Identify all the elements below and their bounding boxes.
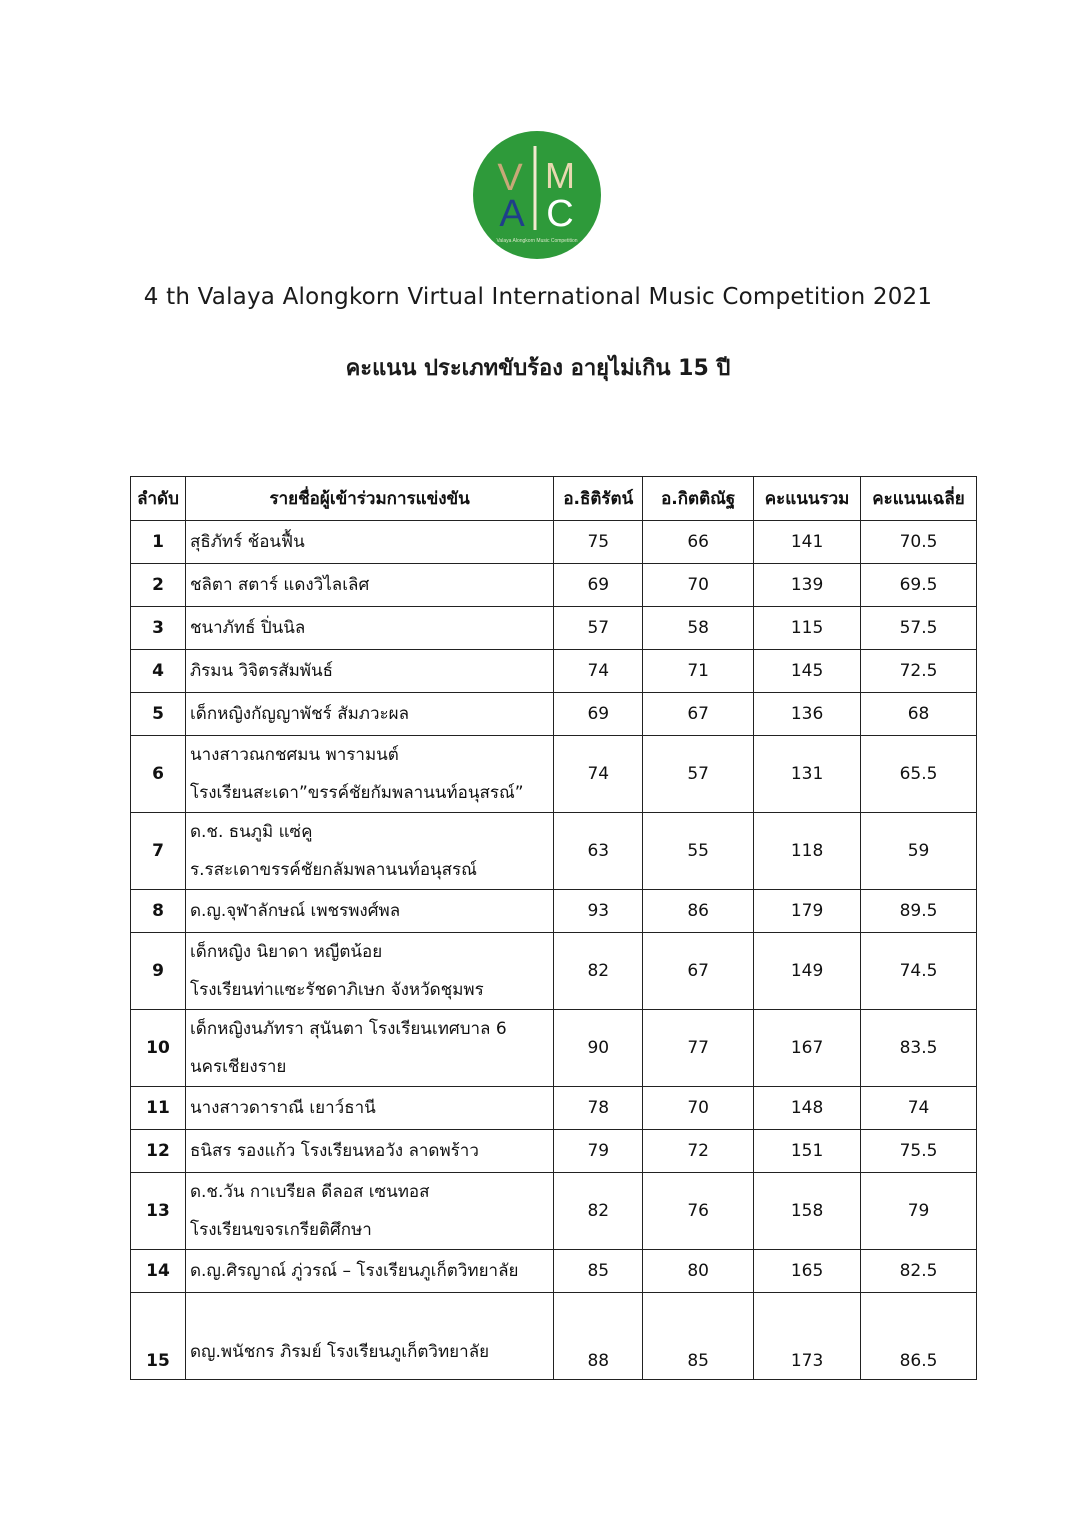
table-row — [131, 1010, 977, 1087]
table-row — [131, 890, 977, 933]
participant-name: ด.ช. ธนภูมิ แซ่คู — [189, 822, 313, 842]
participant-name: เด็กหญิงนภัทรา สุนันตา โรงเรียนเทศบาล 6 — [189, 1019, 507, 1039]
total-score-cell: 136 — [754, 693, 861, 736]
vmac-logo — [472, 130, 602, 260]
average-score-cell: 83.5 — [861, 1010, 977, 1087]
logo-letter-c: C — [546, 193, 574, 235]
participant-name-cell — [185, 1010, 553, 1087]
rank-cell: 11 — [131, 1087, 186, 1130]
judge-2-score-cell: 80 — [643, 1250, 754, 1293]
table-row — [131, 1250, 977, 1293]
rank-cell: 6 — [131, 736, 186, 813]
page-title: 4 th Valaya Alongkorn Virtual International Music Competition 2021 — [143, 284, 933, 310]
rank-cell: 15 — [131, 1293, 186, 1380]
total-score-cell: 165 — [754, 1250, 861, 1293]
judge-1-score-cell: 74 — [554, 650, 643, 693]
judge-2-score-cell: 70 — [643, 564, 754, 607]
table-row — [131, 521, 977, 564]
header-judge-1: อ.ธิติรัตน์ — [554, 477, 643, 521]
rank-cell: 5 — [131, 693, 186, 736]
judge-1-score-cell: 82 — [554, 1173, 643, 1250]
judge-1-score-cell: 90 — [554, 1010, 643, 1087]
participant-name-cell — [185, 736, 553, 813]
table-row — [131, 736, 977, 813]
logo-letter-m: M — [545, 155, 575, 196]
average-score-cell: 72.5 — [861, 650, 977, 693]
total-score-cell: 131 — [754, 736, 861, 813]
participant-name: ภิรมน วิจิตรสัมพันธ์ — [189, 661, 333, 681]
judge-1-score-cell: 85 — [554, 1250, 643, 1293]
rank-cell: 12 — [131, 1130, 186, 1173]
total-score-cell: 151 — [754, 1130, 861, 1173]
participant-name-cell — [185, 607, 553, 650]
average-score-cell: 89.5 — [861, 890, 977, 933]
judge-2-score-cell: 77 — [643, 1010, 754, 1087]
judge-1-score-cell: 79 — [554, 1130, 643, 1173]
participant-school: โรงเรียนท่าแซะรัชดาภิเษก จังหวัดชุมพร — [189, 980, 484, 1000]
total-score-cell: 149 — [754, 933, 861, 1010]
total-score-cell: 173 — [754, 1293, 861, 1380]
participant-name-cell — [185, 1087, 553, 1130]
total-score-cell: 118 — [754, 813, 861, 890]
judge-2-score-cell: 67 — [643, 693, 754, 736]
judge-1-score-cell: 63 — [554, 813, 643, 890]
participant-name-cell — [185, 521, 553, 564]
judge-2-score-cell: 57 — [643, 736, 754, 813]
judge-2-score-cell: 67 — [643, 933, 754, 1010]
average-score-cell: 74.5 — [861, 933, 977, 1010]
participant-name: เด็กหญิงกัญญาพัชร์ สัมภวะผล — [189, 704, 410, 724]
participant-name: ด.ญ.จุฬาลักษณ์ เพชรพงศ์พล — [189, 901, 401, 921]
table-row — [131, 1293, 977, 1380]
header-average: คะแนนเฉลี่ย — [861, 477, 977, 521]
average-score-cell: 75.5 — [861, 1130, 977, 1173]
judge-1-score-cell: 69 — [554, 564, 643, 607]
judge-2-score-cell: 70 — [643, 1087, 754, 1130]
participant-school: โรงเรียนขจรเกรียติศึกษา — [189, 1220, 372, 1240]
participant-school: นครเชียงราย — [189, 1057, 287, 1077]
participant-name: ด.ช.วัน กาเบรียล ดีลอส เซนทอส — [189, 1182, 430, 1202]
logo-letter-v: V — [497, 157, 523, 199]
judge-2-score-cell: 58 — [643, 607, 754, 650]
judge-2-score-cell: 72 — [643, 1130, 754, 1173]
table-row — [131, 813, 977, 890]
page-subtitle: คะแนน ประเภทขับร้อง อายุไม่เกิน 15 ปี — [345, 356, 731, 381]
participant-name: เด็กหญิง นิยาดา หญีตน้อย — [189, 942, 383, 962]
judge-2-score-cell: 55 — [643, 813, 754, 890]
participant-name: ชนาภัทธ์ ปิ่นนิล — [189, 618, 306, 638]
average-score-cell: 82.5 — [861, 1250, 977, 1293]
participant-name-cell — [185, 933, 553, 1010]
table-row — [131, 1087, 977, 1130]
rank-cell: 13 — [131, 1173, 186, 1250]
judge-2-score-cell: 76 — [643, 1173, 754, 1250]
total-score-cell: 167 — [754, 1010, 861, 1087]
participant-name-cell — [185, 1250, 553, 1293]
participant-name-cell — [185, 813, 553, 890]
total-score-cell: 139 — [754, 564, 861, 607]
rank-cell: 8 — [131, 890, 186, 933]
table-row — [131, 1173, 977, 1250]
average-score-cell: 68 — [861, 693, 977, 736]
average-score-cell: 79 — [861, 1173, 977, 1250]
table-row — [131, 564, 977, 607]
average-score-cell: 74 — [861, 1087, 977, 1130]
total-score-cell: 141 — [754, 521, 861, 564]
rank-cell: 2 — [131, 564, 186, 607]
average-score-cell: 86.5 — [861, 1293, 977, 1380]
judge-1-score-cell: 74 — [554, 736, 643, 813]
participant-name-cell — [185, 1130, 553, 1173]
participant-school: โรงเรียนสะเดา”ขรรค์ชัยกัมพลานนท์อนุสรณ์” — [189, 783, 524, 803]
table-row — [131, 933, 977, 1010]
rank-cell: 14 — [131, 1250, 186, 1293]
header-total: คะแนนรวม — [754, 477, 861, 521]
average-score-cell: 59 — [861, 813, 977, 890]
table-row — [131, 1130, 977, 1173]
table-header-row — [131, 477, 977, 521]
participant-name-cell — [185, 564, 553, 607]
rank-cell: 4 — [131, 650, 186, 693]
judge-2-score-cell: 85 — [643, 1293, 754, 1380]
header-rank: ลำดับ — [131, 477, 186, 521]
judge-1-score-cell: 82 — [554, 933, 643, 1010]
total-score-cell: 179 — [754, 890, 861, 933]
average-score-cell: 65.5 — [861, 736, 977, 813]
participant-name-cell — [185, 890, 553, 933]
rank-cell: 3 — [131, 607, 186, 650]
participant-name: ธนิสร รองแก้ว โรงเรียนหอวัง ลาดพร้าว — [189, 1141, 479, 1161]
table-row — [131, 650, 977, 693]
participant-name: นางสาวณกชศมน พารามนต์ — [189, 745, 399, 765]
judge-2-score-cell: 71 — [643, 650, 754, 693]
logo-caption: Valaya Alongkorn Music Competition — [496, 238, 578, 244]
rank-cell: 10 — [131, 1010, 186, 1087]
total-score-cell: 148 — [754, 1087, 861, 1130]
rank-cell: 7 — [131, 813, 186, 890]
average-score-cell: 69.5 — [861, 564, 977, 607]
table-row — [131, 607, 977, 650]
participant-name-cell — [185, 650, 553, 693]
judge-1-score-cell: 78 — [554, 1087, 643, 1130]
header-judge-2: อ.กิตติณัฐ — [643, 477, 754, 521]
judge-1-score-cell: 69 — [554, 693, 643, 736]
logo-letter-a: A — [499, 193, 525, 235]
scores-table — [130, 476, 977, 1380]
header-name: รายชื่อผู้เข้าร่วมการแข่งขัน — [185, 477, 553, 521]
total-score-cell: 158 — [754, 1173, 861, 1250]
judge-2-score-cell: 66 — [643, 521, 754, 564]
total-score-cell: 115 — [754, 607, 861, 650]
average-score-cell: 57.5 — [861, 607, 977, 650]
judge-2-score-cell: 86 — [643, 890, 754, 933]
participant-name-cell — [185, 1293, 553, 1380]
table-row — [131, 693, 977, 736]
participant-name: ดญ.พนัชกร ภิรมย์ โรงเรียนภูเก็ตวิทยาลัย — [189, 1342, 490, 1362]
participant-name-cell — [185, 1173, 553, 1250]
average-score-cell: 70.5 — [861, 521, 977, 564]
participant-name: นางสาวดาราณี เยาว์ธานี — [189, 1098, 376, 1118]
total-score-cell: 145 — [754, 650, 861, 693]
participant-name-cell — [185, 693, 553, 736]
participant-name: ชลิตา สตาร์ แดงวิไลเลิศ — [189, 575, 370, 595]
participant-name: สุธิภัทร์ ช้อนฟื้น — [189, 532, 305, 552]
judge-1-score-cell: 75 — [554, 521, 643, 564]
participant-school: ร.รสะเดาขรรค์ชัยกลัมพลานนท์อนุสรณ์ — [189, 860, 477, 880]
rank-cell: 9 — [131, 933, 186, 1010]
judge-1-score-cell: 88 — [554, 1293, 643, 1380]
participant-name: ด.ญ.ศิรญาณ์ ภู่วรณ์ – โรงเรียนภูเก็ตวิทยาลัย — [189, 1261, 519, 1281]
judge-1-score-cell: 57 — [554, 607, 643, 650]
judge-1-score-cell: 93 — [554, 890, 643, 933]
rank-cell: 1 — [131, 521, 186, 564]
